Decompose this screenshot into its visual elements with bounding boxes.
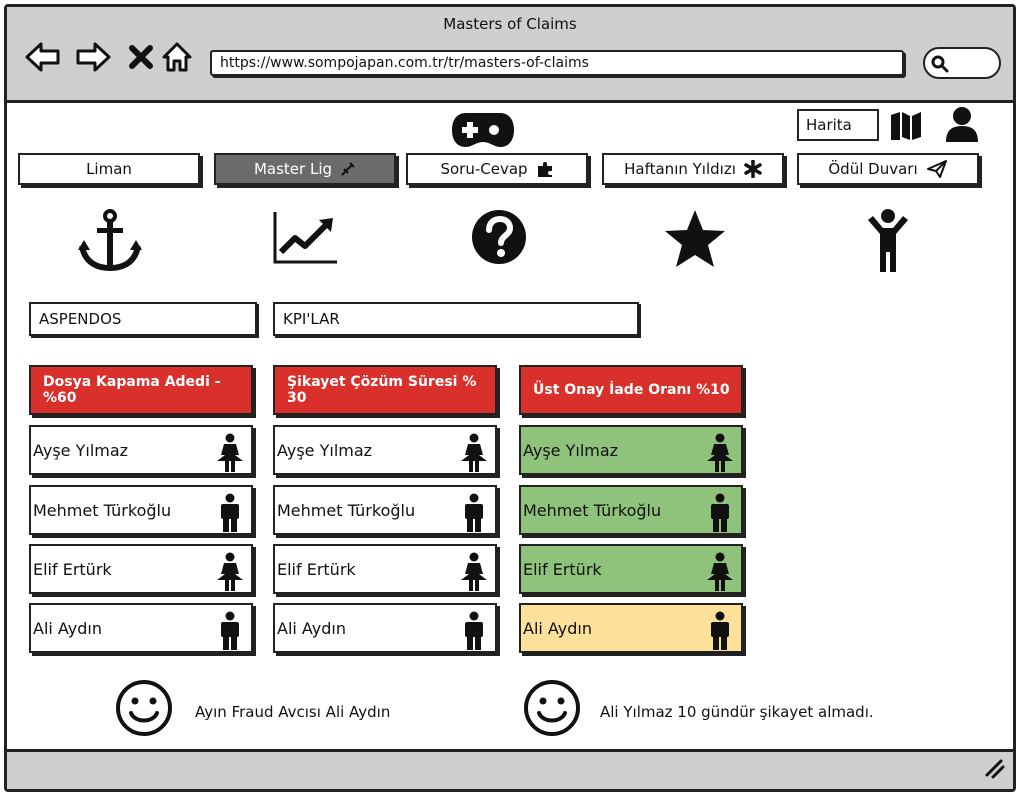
- player-name: Mehmet Türkoğlu: [277, 500, 416, 520]
- male-person-icon: [215, 493, 245, 537]
- player-name: Elif Ertürk: [277, 559, 356, 579]
- kpi-player-row[interactable]: [29, 425, 253, 475]
- tab-master-lig[interactable]: [214, 153, 396, 185]
- tab-haftanin-yildizi[interactable]: [602, 153, 784, 185]
- resize-handle-icon[interactable]: [983, 757, 1005, 783]
- male-person-icon: [705, 493, 735, 537]
- player-name: Ayşe Yılmaz: [277, 440, 373, 460]
- player-name: Ayşe Yılmaz: [523, 440, 619, 460]
- user-icon[interactable]: [944, 106, 980, 148]
- map-input[interactable]: Harita: [797, 109, 879, 141]
- chart-line-icon[interactable]: [271, 208, 341, 272]
- female-person-icon: [215, 433, 245, 477]
- gamepad-icon: [450, 111, 516, 153]
- person-arms-up-icon[interactable]: [865, 208, 911, 278]
- tab-soru-cevap[interactable]: [406, 153, 588, 185]
- female-person-icon: [215, 552, 245, 596]
- stop-icon[interactable]: [123, 39, 159, 75]
- female-person-icon: [459, 552, 489, 596]
- send-icon: [926, 159, 948, 179]
- player-name: Ali Aydın: [277, 618, 346, 638]
- puzzle-icon: [536, 160, 554, 178]
- page-content: [7, 103, 1013, 749]
- kpi-field[interactable]: KPI'LAR: [273, 302, 639, 336]
- anchor-icon[interactable]: [77, 208, 143, 278]
- kpi-player-row[interactable]: [519, 425, 743, 475]
- tab-odul-duvari[interactable]: [797, 153, 979, 185]
- home-icon[interactable]: [159, 39, 195, 75]
- kpi-player-row[interactable]: [29, 544, 253, 594]
- kpi-player-row[interactable]: [273, 485, 497, 535]
- female-person-icon: [705, 552, 735, 596]
- player-name: Ali Aydın: [33, 618, 102, 638]
- female-person-icon: [705, 433, 735, 477]
- kpi-player-row[interactable]: [519, 603, 743, 653]
- port-field[interactable]: ASPENDOS: [29, 302, 257, 336]
- kpi-player-row[interactable]: [29, 485, 253, 535]
- kpi-column-header[interactable]: Üst Onay İade Oranı %10: [519, 365, 743, 415]
- map-icon[interactable]: [889, 109, 923, 147]
- player-name: Ayşe Yılmaz: [33, 440, 129, 460]
- male-person-icon: [459, 611, 489, 655]
- male-person-icon: [705, 611, 735, 655]
- question-icon[interactable]: [470, 208, 528, 270]
- player-name: Elif Ertürk: [33, 559, 112, 579]
- player-name: Ali Aydın: [523, 618, 592, 638]
- window-title: Masters of Claims: [443, 15, 577, 33]
- kpi-column-header[interactable]: Şikayet Çözüm Süresi % 30: [273, 365, 497, 415]
- kpi-player-row[interactable]: [29, 603, 253, 653]
- smiley-icon: [523, 679, 581, 741]
- tab-label: Haftanın Yıldızı: [624, 160, 736, 178]
- tab-label: Ödül Duvarı: [828, 160, 918, 178]
- smiley-icon: [115, 679, 173, 741]
- browser-toolbar: [7, 7, 1013, 103]
- kpi-player-row[interactable]: [519, 544, 743, 594]
- status-bar: [7, 749, 1013, 789]
- female-person-icon: [459, 433, 489, 477]
- kpi-player-row[interactable]: [273, 425, 497, 475]
- tab-label: Liman: [86, 160, 132, 178]
- star-icon[interactable]: [663, 208, 727, 274]
- browser-window: [4, 4, 1016, 792]
- kpi-player-row[interactable]: [273, 544, 497, 594]
- tab-liman[interactable]: [18, 153, 200, 185]
- player-name: Mehmet Türkoğlu: [33, 500, 172, 520]
- kpi-player-row[interactable]: [273, 603, 497, 653]
- fraud-hunter-note: Ayın Fraud Avcısı Ali Aydın: [195, 703, 391, 721]
- forward-icon[interactable]: [75, 39, 111, 75]
- complaint-free-note: Ali Yılmaz 10 gündür şikayet almadı.: [600, 703, 874, 721]
- male-person-icon: [215, 611, 245, 655]
- sword-icon: [340, 161, 356, 177]
- male-person-icon: [459, 493, 489, 537]
- player-name: Mehmet Türkoğlu: [523, 500, 662, 520]
- search-box[interactable]: [923, 47, 1001, 79]
- tab-label: Soru-Cevap: [440, 160, 528, 178]
- player-name: Elif Ertürk: [523, 559, 602, 579]
- back-icon[interactable]: [25, 39, 61, 75]
- kpi-player-row[interactable]: [519, 485, 743, 535]
- kpi-column-header[interactable]: Dosya Kapama Adedi - %60: [29, 365, 253, 415]
- search-icon: [931, 55, 949, 73]
- url-bar[interactable]: https://www.sompojapan.com.tr/tr/masters-of-claims: [210, 50, 904, 76]
- asterisk-icon: [744, 160, 762, 178]
- tab-label: Master Lig: [253, 160, 333, 178]
